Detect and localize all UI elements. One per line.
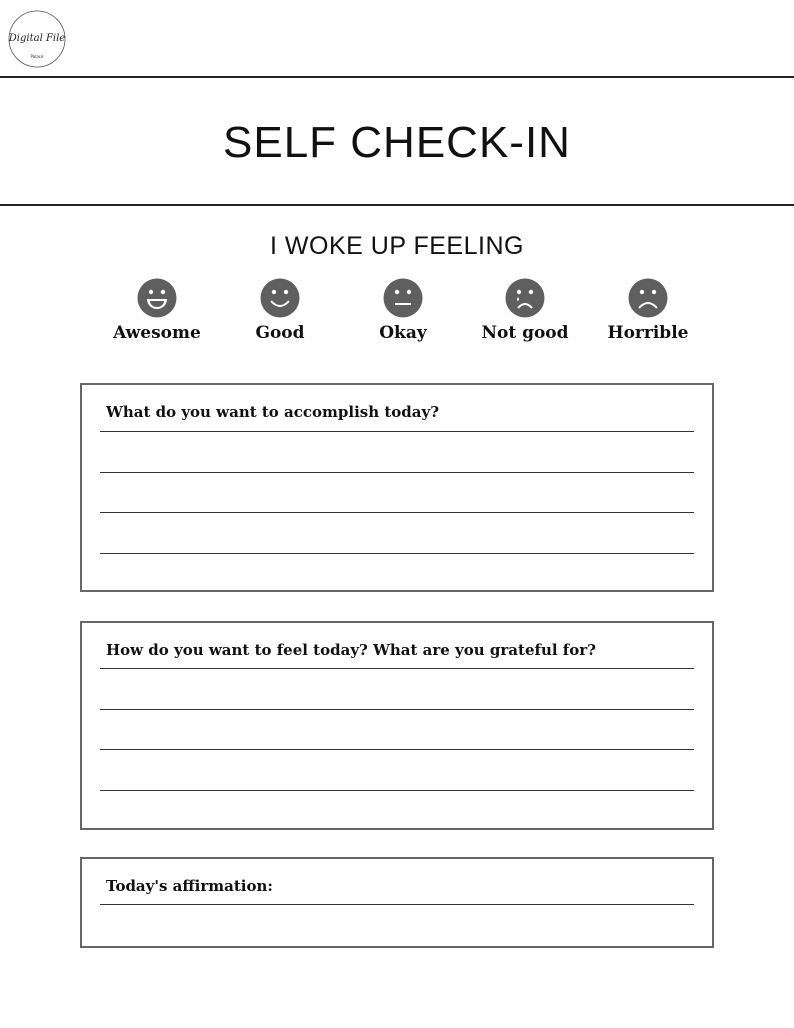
title-divider (0, 204, 794, 206)
mood-label: Horrible (607, 323, 689, 343)
section-question: What do you want to accomplish today? (106, 403, 439, 421)
accomplish-section[interactable] (80, 383, 714, 592)
write-line[interactable] (100, 904, 694, 905)
affirmation-section[interactable] (80, 857, 714, 948)
smiling-face-icon (260, 278, 300, 318)
mood-label: Awesome (113, 323, 201, 343)
mood-okay[interactable] (343, 278, 463, 343)
section-question: How do you want to feel today? What are you grateful for? (106, 641, 596, 659)
mood-horrible[interactable] (588, 278, 708, 343)
write-line[interactable] (100, 668, 694, 669)
section-question: Today's affirmation: (106, 877, 273, 895)
write-line[interactable] (100, 512, 694, 513)
mood-good[interactable] (220, 278, 340, 343)
page-title: SELF CHECK-IN (223, 118, 571, 167)
feel-grateful-section[interactable] (80, 621, 714, 830)
crying-face-icon (505, 278, 545, 318)
write-line[interactable] (100, 790, 694, 791)
write-line[interactable] (100, 749, 694, 750)
write-line[interactable] (100, 472, 694, 473)
laughing-face-icon (137, 278, 177, 318)
neutral-face-icon (383, 278, 423, 318)
mood-label: Okay (379, 323, 427, 343)
subtitle: I WOKE UP FEELING (270, 232, 524, 260)
mood-label: Good (255, 323, 305, 343)
write-line[interactable] (100, 431, 694, 432)
mood-label: Not good (481, 323, 569, 343)
mood-not-good[interactable] (465, 278, 585, 343)
svg-text:Palace: Palace (30, 54, 44, 59)
frowning-face-icon (628, 278, 668, 318)
write-line[interactable] (100, 553, 694, 554)
mood-awesome[interactable] (97, 278, 217, 343)
write-line[interactable] (100, 709, 694, 710)
svg-text:Digital File: Digital File (8, 33, 66, 44)
logo (6, 8, 68, 70)
top-divider (0, 76, 794, 78)
